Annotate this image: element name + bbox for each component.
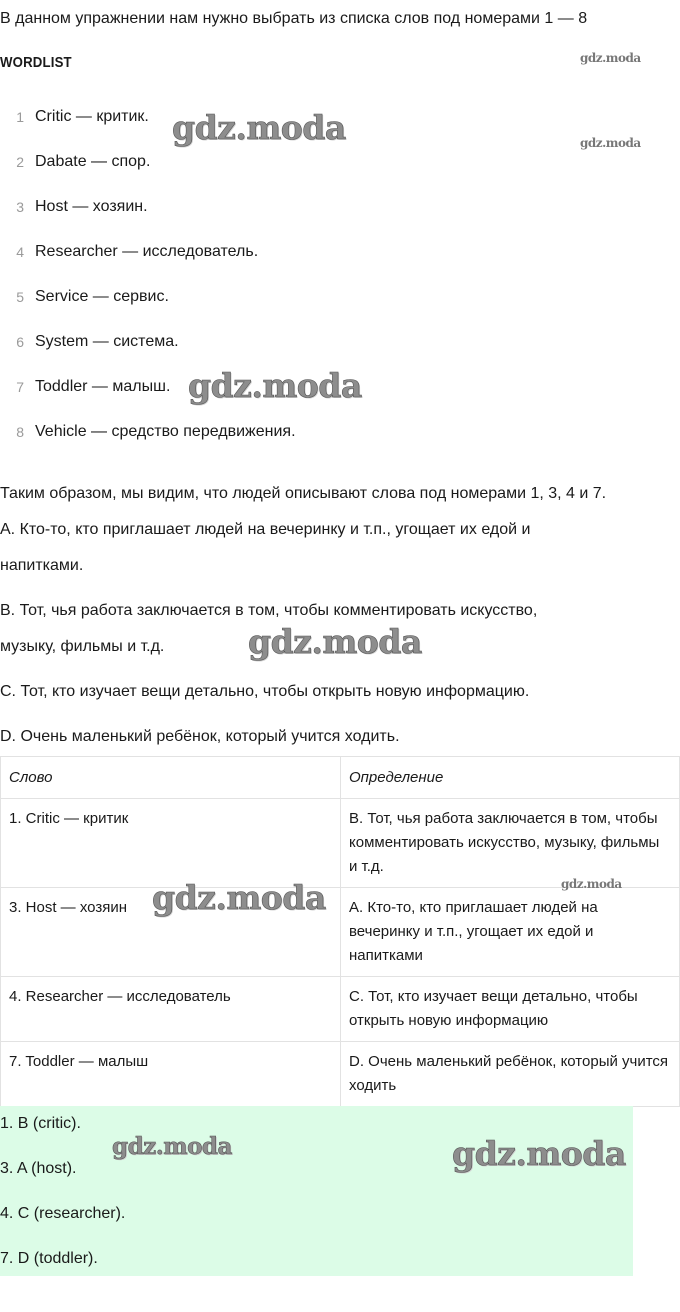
list-item-text: Host — хозяин. [35, 197, 148, 215]
list-item-number: 3 [16, 198, 24, 215]
table-header-word: Слово [1, 757, 341, 799]
table-row [1, 977, 680, 1042]
list-item-text: Dabate — спор. [35, 152, 151, 170]
intro-text: В данном упражнении нам нужно выбрать из списка слов под номерами 1 — 8 [0, 10, 588, 27]
watermark-logo: gdz.moda [112, 1133, 232, 1160]
definition-a-line1: A. Кто-то, кто приглашает людей на вечеринку и т.п., угощает их едой и [0, 521, 531, 538]
list-item-text: Service — сервис. [35, 287, 169, 305]
watermark-logo: gdz.moda [580, 136, 641, 150]
list-item [0, 319, 296, 364]
wordlist [0, 94, 296, 454]
word-definition-table [0, 756, 680, 1107]
list-item-number: 1 [16, 108, 24, 125]
definition-b-line2: музыку, фильмы и т.д. [0, 638, 165, 655]
list-item-text: Vehicle — средство передвижения. [35, 422, 296, 440]
table-cell-word: 4. Researcher — исследователь [1, 977, 341, 1042]
table-cell-word: 1. Critic — критик [1, 799, 341, 888]
list-item-text: Toddler — малыш. [35, 377, 171, 395]
table-row [1, 888, 680, 977]
answer-item: 7. D (toddler). [0, 1250, 98, 1267]
list-item-number: 4 [16, 243, 24, 260]
watermark-logo: gdz.moda [452, 1134, 626, 1173]
table-row [1, 799, 680, 888]
watermark-logo: gdz.moda [152, 878, 326, 917]
table-header-row [1, 757, 680, 799]
watermark-logo: gdz.moda [172, 108, 346, 147]
table-header-definition: Определение [341, 757, 680, 799]
list-item-text: System — система. [35, 332, 179, 350]
watermark-logo: gdz.moda [248, 622, 422, 661]
definition-a-line2: напитками. [0, 557, 84, 574]
list-item-number: 7 [16, 378, 24, 395]
list-item [0, 229, 296, 274]
list-item-number: 8 [16, 423, 24, 440]
answers-block [0, 1106, 633, 1276]
table-cell-definition: A. Кто-то, кто приглашает людей на вечеринку и т.п., угощает их едой и напитками [341, 888, 680, 977]
table-cell-definition: B. Тот, чья работа заключается в том, чтобы комментировать искусство, музыку, фильмы и т.д. [341, 799, 680, 888]
answer-item: 1. B (critic). [0, 1115, 81, 1132]
list-item [0, 184, 296, 229]
list-item-number: 5 [16, 288, 24, 305]
list-item [0, 364, 296, 409]
wordlist-heading: WORDLIST [0, 54, 72, 71]
list-item-number: 2 [16, 153, 24, 170]
list-item-text: Critic — критик. [35, 107, 149, 125]
list-item [0, 409, 296, 454]
list-item-text: Researcher — исследователь. [35, 242, 259, 260]
answer-item: 3. A (host). [0, 1160, 77, 1177]
watermark-logo: gdz.moda [188, 366, 362, 405]
list-item-number: 6 [16, 333, 24, 350]
list-item [0, 94, 296, 139]
table-cell-definition: D. Очень маленький ребёнок, который учится ходить [341, 1042, 680, 1107]
watermark-logo: gdz.moda [561, 877, 622, 891]
list-item [0, 139, 296, 184]
definition-d: D. Очень маленький ребёнок, который учится ходить. [0, 728, 400, 745]
list-item [0, 274, 296, 319]
answer-item: 4. C (researcher). [0, 1205, 126, 1222]
table-row [1, 1042, 680, 1107]
definition-c: C. Тот, кто изучает вещи детально, чтобы открыть новую информацию. [0, 683, 530, 700]
table-cell-word: 7. Toddler — малыш [1, 1042, 341, 1107]
table-cell-definition: C. Тот, кто изучает вещи детально, чтобы открыть новую информацию [341, 977, 680, 1042]
watermark-logo: gdz.moda [580, 51, 641, 65]
conclusion-text: Таким образом, мы видим, что людей описывают слова под номерами 1, 3, 4 и 7. [0, 485, 607, 502]
definition-b-line1: B. Тот, чья работа заключается в том, чтобы комментировать искусство, [0, 602, 538, 619]
table-cell-word: 3. Host — хозяин [1, 888, 341, 977]
